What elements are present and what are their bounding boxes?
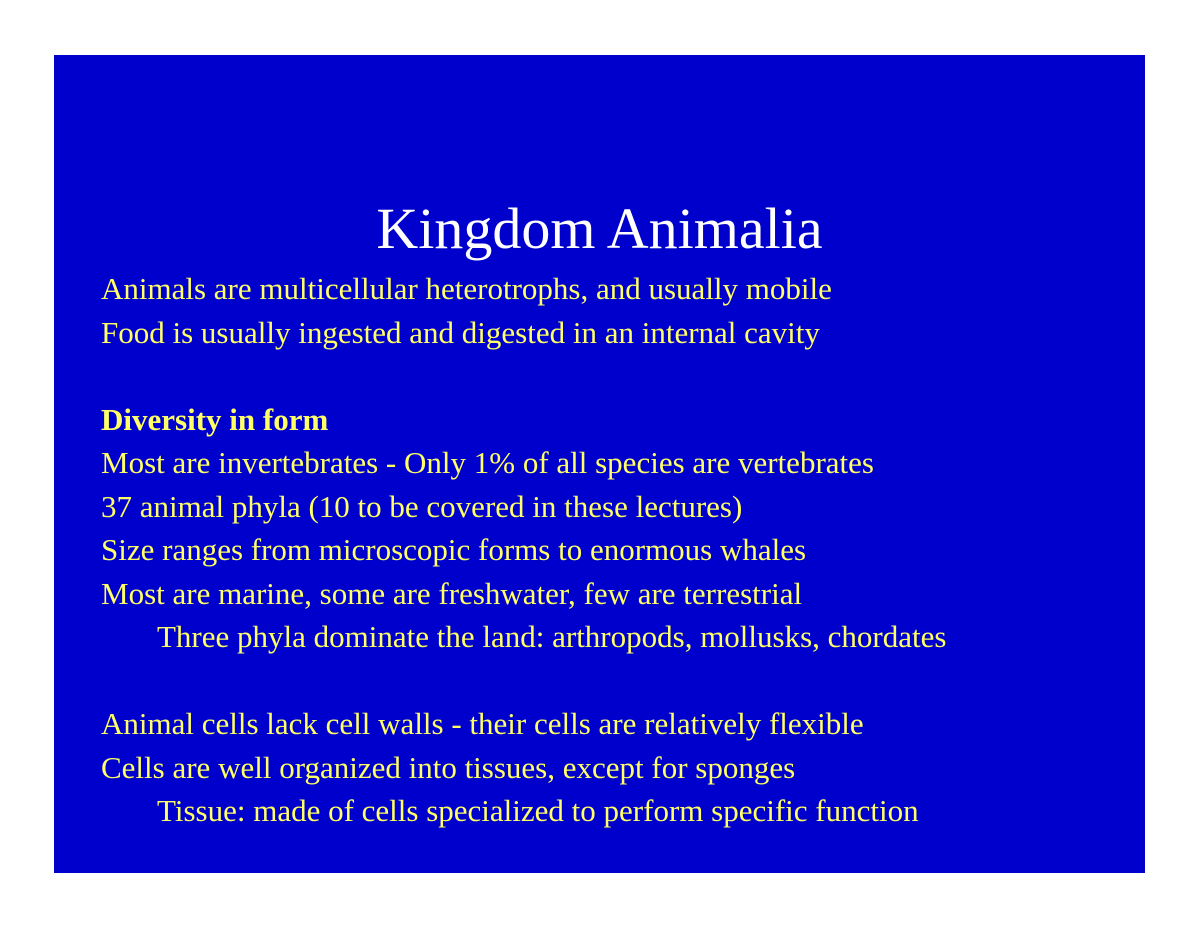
body-subline-1: Three phyla dominate the land: arthropods, mollusks, chordates: [157, 619, 947, 654]
body-line-4: 37 animal phyla (10 to be covered in these lectures): [101, 488, 743, 524]
body-line-7: Animal cells lack cell walls - their cells are relatively flexible: [101, 706, 864, 741]
body-line-1: Animals are multicellular heterotrophs, and usually mobile: [101, 271, 832, 306]
slide-title: Kingdom Animalia: [376, 196, 823, 261]
body-line-2: Food is usually ingested and digested in an internal cavity: [101, 314, 820, 350]
section-heading-diversity: Diversity in form: [101, 401, 329, 437]
spacer: [101, 659, 1131, 703]
body-line-3: Most are invertebrates - Only 1% of all species are vertebrates: [101, 445, 874, 480]
slide: [54, 55, 1145, 873]
spacer: [101, 354, 1131, 398]
body-line-8: Cells are well organized into tissues, except for sponges: [101, 749, 796, 785]
body-subline-2: Tissue: made of cells specialized to perform specific function: [157, 793, 919, 828]
body-line-5: Size ranges from microscopic forms to enormous whales: [101, 532, 807, 567]
body-line-6: Most are marine, some are freshwater, few are terrestrial: [101, 575, 803, 611]
slide-body: [101, 267, 1131, 833]
